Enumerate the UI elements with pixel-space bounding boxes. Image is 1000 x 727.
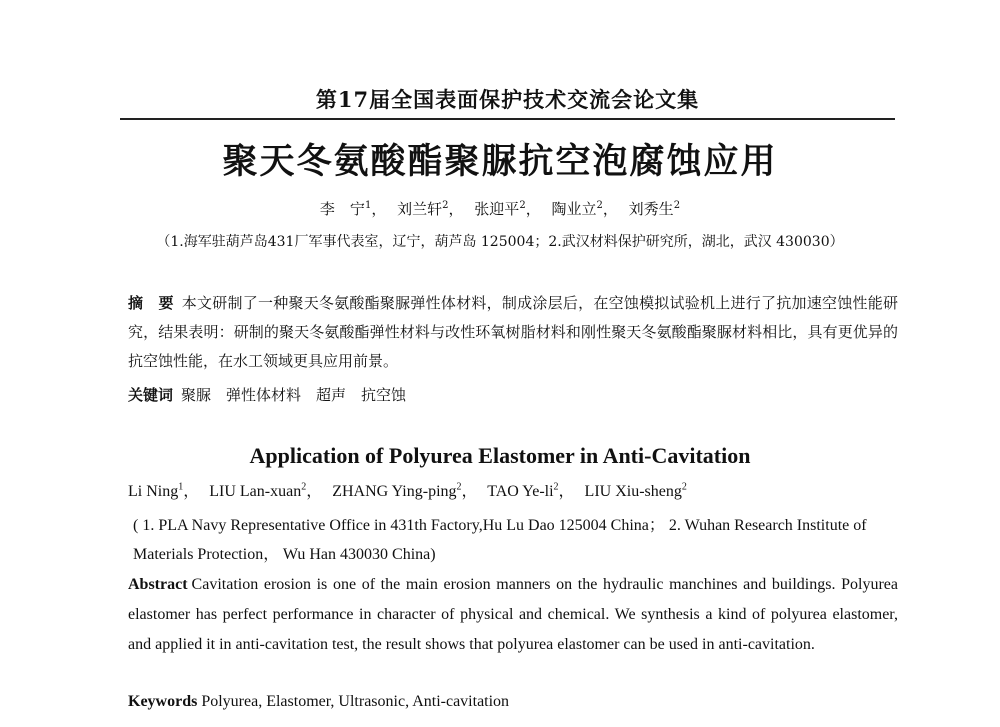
author-cn: 刘秀生$^2$ <box>628 200 681 218</box>
keywords-label-cn: 关键词 <box>128 386 174 404</box>
author-list-cn <box>0 198 1000 219</box>
author-separator: ， <box>371 200 387 218</box>
proceedings-header: 第17届全国表面保护技术交流会论文集 <box>315 87 700 112</box>
abstract-label-en: Abstract <box>128 576 188 593</box>
paper-title-cn: 聚天冬氨酸酯聚脲抗空泡腐蚀应用 <box>222 142 778 182</box>
author-list-en <box>128 478 687 501</box>
author-separator: ， <box>602 200 618 218</box>
keywords-label-en: Keywords <box>128 693 198 710</box>
author-cn: 刘兰轩$^2$ <box>397 200 449 218</box>
author-separator: ， <box>448 200 464 218</box>
abstract-label-cn: 摘 要 <box>128 294 174 312</box>
header-rule <box>120 118 895 120</box>
author-separator: ， <box>306 483 323 500</box>
author-cn: 张迎平$^2$ <box>474 200 526 218</box>
abstract-text-en: Cavitation erosion is one of the main erosion manners on the hydraulic manchines and buildings. Polyurea elastomer has perfect performance in character of physical and chemical. We synthesis a kind of polyurea elastomer, and applied it in anti-cavitation test, the result shows that polyurea elastomer can be used in anti-cavitation. <box>128 576 898 653</box>
keywords-text-cn: 聚脲 弹性体材料 超声 抗空蚀 <box>181 386 407 404</box>
author-en: LIU Lan-xuan$^2$ <box>209 481 307 500</box>
paper-title-en: Application of Polyurea Elastomer in Anti-Cavitation <box>249 443 751 468</box>
author-cn: 陶业立$^2$ <box>551 200 603 218</box>
abstract-text-cn: 本文研制了一种聚天冬氨酸酯聚脲弹性体材料，制成涂层后，在空蚀模拟试验机上进行了抗加速空蚀性能研究，结果表明：研制的聚天冬氨酸酯弹性材料与改性环氧树脂材料和刚性聚天冬氨酸酯聚脲材料相比，具有更优异的抗空蚀性能，在水工领域更具应用前景。 <box>128 294 898 370</box>
keywords-cn <box>128 384 898 405</box>
abstract-cn <box>128 289 898 376</box>
keywords-en <box>128 693 898 711</box>
author-separator: ， <box>183 483 200 500</box>
abstract-en <box>128 570 898 660</box>
keywords-text-en: Polyurea, Elastomer, Ultrasonic, Anti-cavitation <box>201 693 510 710</box>
author-separator: ， <box>558 483 575 500</box>
author-en: ZHANG Ying-ping$^2$ <box>332 481 462 500</box>
author-cn: 李 宁$^1$ <box>319 200 372 218</box>
author-separator: ， <box>525 200 541 218</box>
affiliation-en: ( 1. PLA Navy Representative Office in 431th Factory,Hu Lu Dao 125004 China； 2. Wuhan Research Institute of Materials Protection， Wu Han 430030 China) <box>133 517 867 563</box>
author-en: Li Ning$^1$ <box>128 481 184 500</box>
author-en: TAO $Ye-li^2$ <box>487 481 559 500</box>
author-separator: ， <box>461 483 478 500</box>
affiliation-cn: （1.海军驻葫芦岛431厂军事代表室，辽宁，葫芦岛 125004；2.武汉材料保护研究所，湖北，武汉 430030） <box>156 234 844 250</box>
author-en: LIU Xiu-sheng$^2$ <box>584 481 687 500</box>
